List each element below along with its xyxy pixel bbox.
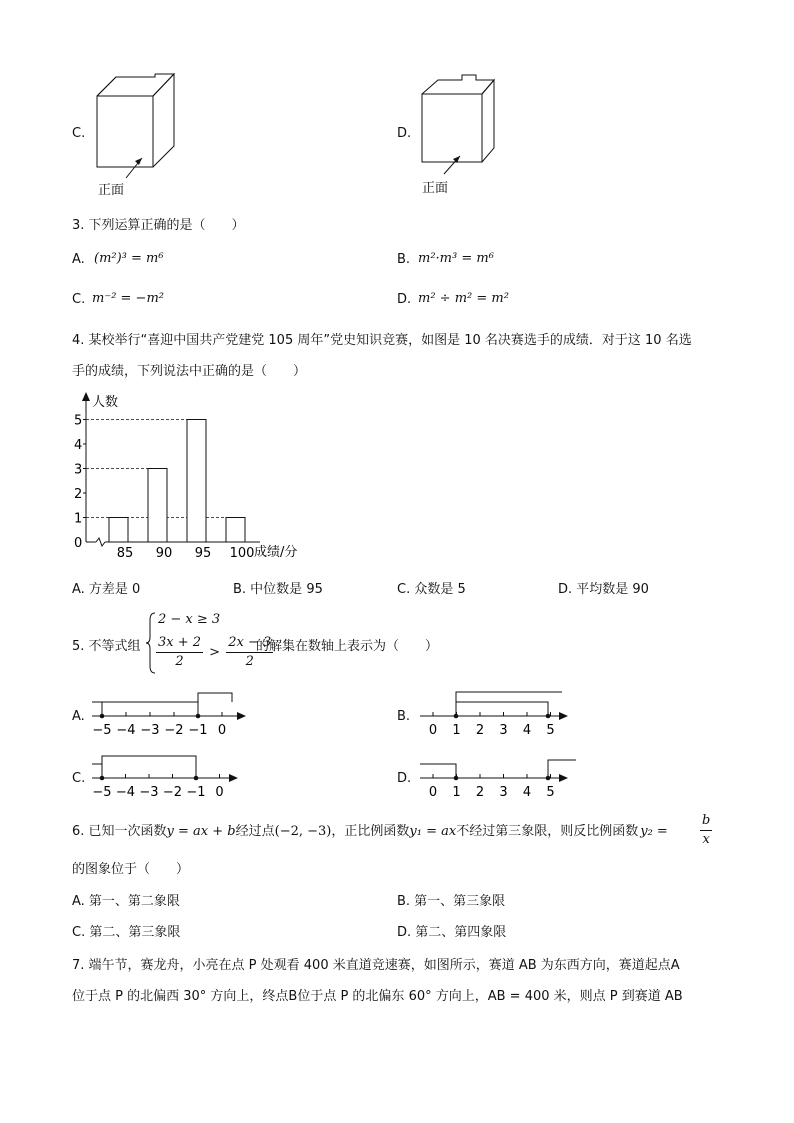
y-tick-label: 1 xyxy=(74,511,83,527)
number-line-label: 0 xyxy=(428,723,438,738)
number-line-label: 3 xyxy=(499,723,508,738)
q5-right-fraction: $\frac{2x - 3}{2}$ xyxy=(228,635,272,669)
y-tick-label: 3 xyxy=(74,462,83,478)
q3-stem: 3. 下列运算正确的是（ ） xyxy=(72,218,245,233)
y-tick-label: 0 xyxy=(74,536,83,551)
q5-option-c-number-line xyxy=(92,750,252,800)
q3-option-d-label[interactable]: D. xyxy=(397,292,412,307)
number-line-label: 2 xyxy=(475,723,485,738)
q6-point: (−2, −3) xyxy=(274,824,332,839)
q5-option-b-number-line xyxy=(420,688,580,738)
q7-line1: 7. 端午节，赛龙舟，小亮在点 P 处观看 400 米直道竞速赛，如图所示，赛道 AB 为东西方向，赛道起点A xyxy=(72,958,680,973)
q4-option-b[interactable]: B. 中位数是 95 xyxy=(233,582,323,597)
number-line-label: −3 xyxy=(139,785,159,800)
number-line-label: −1 xyxy=(186,785,206,800)
q2-option-c-figure xyxy=(94,74,184,194)
q6-option-c[interactable]: C. 第二、第三象限 xyxy=(72,925,181,940)
x-tick-label: 100 xyxy=(229,546,255,561)
q6-stem-part3: ，正比例函数 xyxy=(331,824,410,839)
q5-option-c-label[interactable]: C. xyxy=(72,771,86,786)
q3-option-c-expr: m⁻² = −m² xyxy=(92,291,164,306)
number-line-label: 4 xyxy=(522,785,532,800)
q6-linear-function: y = ax + b xyxy=(166,824,236,839)
number-line-label: 0 xyxy=(428,785,438,800)
y-axis-label: 人数 xyxy=(92,395,119,410)
y-tick-label: 2 xyxy=(74,487,83,502)
number-line-label: 0 xyxy=(217,723,227,738)
q2-d-front-label: 正面 xyxy=(422,181,449,196)
q3-option-d-expr: m² ÷ m² = m² xyxy=(418,291,509,306)
number-line-label: −2 xyxy=(162,785,183,800)
q3-option-c-label[interactable]: C. xyxy=(72,292,86,307)
axis-break-icon xyxy=(96,538,105,546)
q5-brace-icon xyxy=(146,612,156,674)
number-line-label: 5 xyxy=(546,785,555,800)
q5-option-a-number-line xyxy=(92,688,252,738)
q7-line2: 位于点 P 的北偏西 30° 方向上，终点B位于点 P 的北偏东 60° 方向上，AB = 400 米，则点 P 到赛道 AB xyxy=(72,989,683,1004)
q2-c-front-label: 正面 xyxy=(98,183,125,198)
q2-option-d-label[interactable]: D. xyxy=(397,126,412,141)
q6-option-a[interactable]: A. 第一、第二象限 xyxy=(72,894,180,909)
q6-inverse-left: y₂ = xyxy=(640,824,668,839)
q4-option-d[interactable]: D. 平均数是 90 xyxy=(558,582,649,597)
q6-stem-line2: 的图象位于（ ） xyxy=(72,862,190,877)
q5-option-d-label[interactable]: D. xyxy=(397,771,412,786)
q4-stem-line1: 4. 某校举行“喜迎中国共产党建党 105 周年”党史知识竞赛，如图是 10 名决赛选手的成绩．对于这 10 名选 xyxy=(72,333,692,348)
q5-option-b-label[interactable]: B. xyxy=(397,709,411,724)
q3-option-a-label[interactable]: A. xyxy=(72,252,85,267)
number-line-label: 1 xyxy=(452,723,461,738)
q6-proportional-function: y₁ = ax xyxy=(409,824,457,839)
q6-option-b[interactable]: B. 第一、第三象限 xyxy=(397,894,506,909)
q6-option-d[interactable]: D. 第二、第四象限 xyxy=(397,925,507,940)
number-line-label: 5 xyxy=(546,723,555,738)
q5-greater-sign: > xyxy=(209,645,221,660)
q3-option-b-label[interactable]: B. xyxy=(397,252,411,267)
number-line-label: −4 xyxy=(115,785,136,800)
q6-inverse-fraction: $\frac{b}{x}$ xyxy=(702,813,711,847)
q5-tail: 的解集在数轴上表示为（ ） xyxy=(256,639,439,654)
number-line-label: 2 xyxy=(475,785,485,800)
q5-option-d-number-line xyxy=(420,750,580,800)
q3-option-b-expr: m²·m³ = m⁶ xyxy=(418,251,494,266)
number-line-label: −4 xyxy=(116,723,136,738)
x-tick-label: 90 xyxy=(155,546,173,561)
x-axis-label: 成绩/分 xyxy=(254,545,298,560)
q2-option-d-figure xyxy=(420,74,510,194)
number-line-label: 3 xyxy=(499,785,508,800)
q5-left-fraction: $\frac{3x + 2}{2}$ xyxy=(158,635,202,669)
histogram-bar-85 xyxy=(109,518,128,543)
number-line-label: −5 xyxy=(92,723,112,738)
q6-stem-part4: 不经过第三象限，则反比例函数 xyxy=(456,824,639,839)
q4-histogram-chart xyxy=(60,390,330,570)
number-line-label: 0 xyxy=(215,785,224,800)
q5-lead: 5. 不等式组 xyxy=(72,639,141,654)
number-line-label: 1 xyxy=(452,785,461,800)
x-tick-label: 85 xyxy=(116,546,134,561)
q3-option-a-expr: (m²)³ = m⁶ xyxy=(94,251,164,266)
number-line-label: 4 xyxy=(522,723,532,738)
y-tick-label: 5 xyxy=(74,413,83,429)
q4-stem-line2: 手的成绩，下列说法中正确的是（ ） xyxy=(72,364,307,379)
q5-inequality-1: 2 − x ≥ 3 xyxy=(158,612,221,627)
number-line-label: −5 xyxy=(92,785,112,800)
q5-option-a-label[interactable]: A. xyxy=(72,709,85,724)
number-line-label: −2 xyxy=(164,723,184,738)
y-tick-label: 4 xyxy=(74,438,83,453)
q6-stem-part2: 经过点 xyxy=(235,824,275,839)
q4-option-a[interactable]: A. 方差是 0 xyxy=(72,582,141,597)
x-tick-label: 95 xyxy=(194,546,212,561)
histogram-bar-95 xyxy=(187,420,206,543)
y-axis-arrow xyxy=(82,392,90,401)
histogram-bar-100 xyxy=(226,518,245,543)
histogram-bar-90 xyxy=(148,469,167,543)
q2-option-c-label[interactable]: C. xyxy=(72,126,86,141)
q6-stem-part1: 6. 已知一次函数 xyxy=(72,824,167,839)
q4-option-c[interactable]: C. 众数是 5 xyxy=(397,582,466,597)
number-line-label: −3 xyxy=(140,723,160,738)
number-line-label: −1 xyxy=(188,723,208,738)
